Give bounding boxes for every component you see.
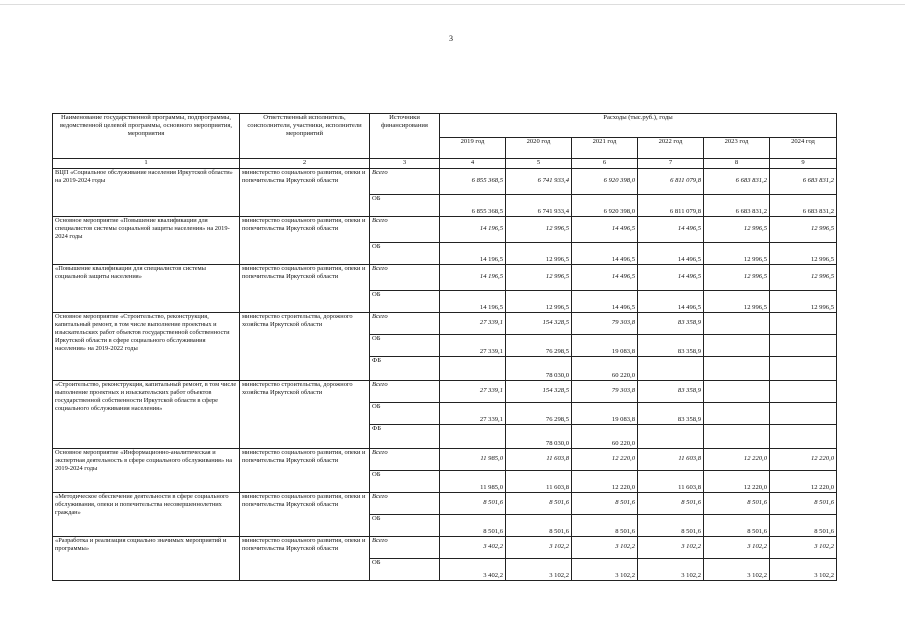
- value-cell: [704, 381, 770, 403]
- header-sources: Источники финансирования: [370, 114, 440, 159]
- value-cell: 11 985,0: [440, 471, 506, 493]
- value-cell: 11 603,8: [638, 449, 704, 471]
- program-name-cell: Основное мероприятие «Строительство, реконструкция, капитальный ремонт, в том числе выполнение проектных и изыскательских работ объектов государственной собственности Иркутской области в сфере социального обслуживания населения» на 2019-2022 годы: [53, 313, 240, 381]
- value-cell: 3 402,2: [440, 537, 506, 559]
- column-number: 3: [370, 159, 440, 169]
- source-cell: ОБ: [370, 559, 440, 581]
- value-cell: 6 683 831,2: [704, 195, 770, 217]
- value-cell: [770, 357, 837, 381]
- source-cell: Всего: [370, 169, 440, 195]
- source-cell: Всего: [370, 381, 440, 403]
- column-number: 2: [240, 159, 370, 169]
- executor-cell: министерство социального развития, опеки и попечительства Иркутской области: [240, 493, 370, 537]
- value-cell: 14 496,5: [638, 291, 704, 313]
- executor-cell: министерство социального развития, опеки и попечительства Иркутской области: [240, 169, 370, 217]
- value-cell: 12 996,5: [770, 217, 837, 243]
- value-cell: 6 920 398,0: [572, 169, 638, 195]
- value-cell: 3 102,2: [572, 559, 638, 581]
- value-cell: 14 196,5: [440, 265, 506, 291]
- value-cell: [704, 313, 770, 335]
- value-cell: [770, 425, 837, 449]
- value-cell: 6 855 368,5: [440, 195, 506, 217]
- value-cell: 3 102,2: [506, 559, 572, 581]
- column-number: 8: [704, 159, 770, 169]
- program-name-cell: «Повышение квалификации для специалистов системы социальной защиты населения»: [53, 265, 240, 313]
- value-cell: 8 501,6: [506, 515, 572, 537]
- source-cell: ОБ: [370, 471, 440, 493]
- source-cell: ОБ: [370, 403, 440, 425]
- value-cell: 14 496,5: [572, 291, 638, 313]
- header-expenses: Расходы (тыс.руб.), годы: [440, 114, 837, 138]
- value-cell: 8 501,6: [638, 515, 704, 537]
- source-cell: ОБ: [370, 243, 440, 265]
- executor-cell: министерство социального развития, опеки и попечительства Иркутской области: [240, 217, 370, 265]
- value-cell: 14 496,5: [638, 265, 704, 291]
- value-cell: 14 196,5: [440, 291, 506, 313]
- column-number: 1: [53, 159, 240, 169]
- value-cell: 79 303,8: [572, 313, 638, 335]
- page-number: 3: [449, 34, 453, 43]
- value-cell: 60 220,0: [572, 425, 638, 449]
- header-program: Наименование государственной программы, подпрограммы, ведомственной целевой программы, основного мероприятия, мероприятия: [53, 114, 240, 159]
- value-cell: 11 603,8: [506, 449, 572, 471]
- value-cell: 6 683 831,2: [770, 169, 837, 195]
- executor-cell: министерство социального развития, опеки и попечительства Иркутской области: [240, 265, 370, 313]
- value-cell: 78 030,0: [506, 425, 572, 449]
- value-cell: 12 996,5: [770, 243, 837, 265]
- source-cell: ФБ: [370, 357, 440, 381]
- table-row: [53, 169, 837, 195]
- program-name-cell: ВЦП «Социальное обслуживание населения Иркутской области» на 2019-2024 годы: [53, 169, 240, 217]
- value-cell: 12 220,0: [704, 449, 770, 471]
- value-cell: 76 298,5: [506, 403, 572, 425]
- value-cell: 12 220,0: [704, 471, 770, 493]
- executor-cell: министерство строительства, дорожного хозяйства Иркутской области: [240, 381, 370, 449]
- source-cell: ФБ: [370, 425, 440, 449]
- program-name-cell: «Методическое обеспечение деятельности в сфере социального обслуживания, опеки и попечительства несовершеннолетних граждан»: [53, 493, 240, 537]
- program-name-cell: «Строительство, реконструкция, капитальный ремонт, в том числе выполнение проектных и изыскательских работ объектов государственной собственности Иркутской области в сфере социального обслуживания населения»: [53, 381, 240, 449]
- value-cell: 12 996,5: [770, 265, 837, 291]
- value-cell: 8 501,6: [638, 493, 704, 515]
- value-cell: 12 996,5: [704, 243, 770, 265]
- value-cell: [770, 313, 837, 335]
- value-cell: 6 855 368,5: [440, 169, 506, 195]
- value-cell: 14 496,5: [638, 243, 704, 265]
- value-cell: 154 328,5: [506, 313, 572, 335]
- table-row: [53, 493, 837, 515]
- value-cell: 8 501,6: [770, 493, 837, 515]
- program-name-cell: Основное мероприятие «Повышение квалификации для специалистов системы социальной защиты населения» на 2019-2024 годы: [53, 217, 240, 265]
- value-cell: 3 402,2: [440, 559, 506, 581]
- value-cell: 6 741 933,4: [506, 195, 572, 217]
- source-cell: ОБ: [370, 335, 440, 357]
- header-year: 2023 год: [704, 137, 770, 158]
- value-cell: 3 102,2: [704, 537, 770, 559]
- value-cell: [770, 335, 837, 357]
- column-number: 5: [506, 159, 572, 169]
- value-cell: 83 358,9: [638, 381, 704, 403]
- header-year: 2022 год: [638, 137, 704, 158]
- source-cell: Всего: [370, 313, 440, 335]
- value-cell: 12 996,5: [704, 291, 770, 313]
- value-cell: 19 083,8: [572, 403, 638, 425]
- header-year: 2020 год: [506, 137, 572, 158]
- value-cell: 6 811 079,8: [638, 169, 704, 195]
- value-cell: 8 501,6: [506, 493, 572, 515]
- table-row: [53, 537, 837, 559]
- column-number: 6: [572, 159, 638, 169]
- value-cell: [704, 425, 770, 449]
- value-cell: 3 102,2: [704, 559, 770, 581]
- value-cell: 12 996,5: [506, 265, 572, 291]
- program-name-cell: Основное мероприятие «Информационно-аналитическая и экспертная деятельность в сфере социального обслуживания» на 2019-2024 годы: [53, 449, 240, 493]
- value-cell: [638, 425, 704, 449]
- source-cell: ОБ: [370, 291, 440, 313]
- program-name-cell: «Разработка и реализация социально значимых мероприятий и программы»: [53, 537, 240, 581]
- table-row: [53, 217, 837, 243]
- value-cell: 27 339,1: [440, 335, 506, 357]
- value-cell: 8 501,6: [572, 493, 638, 515]
- value-cell: 83 358,9: [638, 403, 704, 425]
- value-cell: 76 298,5: [506, 335, 572, 357]
- value-cell: 83 358,9: [638, 313, 704, 335]
- value-cell: 8 501,6: [770, 515, 837, 537]
- value-cell: [770, 381, 837, 403]
- value-cell: 14 196,5: [440, 243, 506, 265]
- table-row: [53, 381, 837, 403]
- value-cell: 12 996,5: [506, 291, 572, 313]
- column-number: 4: [440, 159, 506, 169]
- value-cell: 11 603,8: [506, 471, 572, 493]
- value-cell: 12 220,0: [770, 449, 837, 471]
- column-number: 9: [770, 159, 837, 169]
- table-row: [53, 449, 837, 471]
- source-cell: Всего: [370, 449, 440, 471]
- value-cell: 8 501,6: [572, 515, 638, 537]
- value-cell: 12 996,5: [704, 265, 770, 291]
- source-cell: Всего: [370, 493, 440, 515]
- value-cell: 27 339,1: [440, 313, 506, 335]
- value-cell: 6 683 831,2: [704, 169, 770, 195]
- value-cell: [440, 357, 506, 381]
- executor-cell: министерство социального развития, опеки и попечительства Иркутской области: [240, 537, 370, 581]
- value-cell: 14 496,5: [572, 243, 638, 265]
- value-cell: 12 220,0: [770, 471, 837, 493]
- value-cell: 12 220,0: [572, 471, 638, 493]
- value-cell: 3 102,2: [638, 537, 704, 559]
- value-cell: 3 102,2: [506, 537, 572, 559]
- budget-table: [52, 113, 837, 581]
- value-cell: 12 996,5: [770, 291, 837, 313]
- value-cell: 3 102,2: [572, 537, 638, 559]
- value-cell: 8 501,6: [704, 515, 770, 537]
- source-cell: ОБ: [370, 515, 440, 537]
- value-cell: [704, 335, 770, 357]
- value-cell: 3 102,2: [770, 537, 837, 559]
- value-cell: 12 220,0: [572, 449, 638, 471]
- source-cell: Всего: [370, 217, 440, 243]
- source-cell: ОБ: [370, 195, 440, 217]
- value-cell: 83 358,9: [638, 335, 704, 357]
- value-cell: 11 985,0: [440, 449, 506, 471]
- column-number: 7: [638, 159, 704, 169]
- executor-cell: министерство социального развития, опеки и попечительства Иркутской области: [240, 449, 370, 493]
- value-cell: 154 328,5: [506, 381, 572, 403]
- value-cell: [704, 403, 770, 425]
- value-cell: 14 496,5: [572, 265, 638, 291]
- value-cell: 12 996,5: [506, 243, 572, 265]
- source-cell: Всего: [370, 265, 440, 291]
- value-cell: 79 303,8: [572, 381, 638, 403]
- value-cell: 27 339,1: [440, 381, 506, 403]
- value-cell: 78 030,0: [506, 357, 572, 381]
- value-cell: [704, 357, 770, 381]
- header-year: 2019 год: [440, 137, 506, 158]
- value-cell: 6 920 398,0: [572, 195, 638, 217]
- header-executor: Ответственный исполнитель, соисполнители, участники, исполнители мероприятий: [240, 114, 370, 159]
- value-cell: 19 083,8: [572, 335, 638, 357]
- header-year: 2024 год: [770, 137, 837, 158]
- table-row: [53, 313, 837, 335]
- value-cell: 27 339,1: [440, 403, 506, 425]
- value-cell: [638, 357, 704, 381]
- value-cell: 12 996,5: [704, 217, 770, 243]
- value-cell: 3 102,2: [638, 559, 704, 581]
- value-cell: 12 996,5: [506, 217, 572, 243]
- value-cell: 14 196,5: [440, 217, 506, 243]
- value-cell: 8 501,6: [440, 515, 506, 537]
- value-cell: 3 102,2: [770, 559, 837, 581]
- value-cell: 6 741 933,4: [506, 169, 572, 195]
- value-cell: 60 220,0: [572, 357, 638, 381]
- value-cell: 8 501,6: [704, 493, 770, 515]
- value-cell: 6 683 831,2: [770, 195, 837, 217]
- value-cell: [770, 403, 837, 425]
- value-cell: 8 501,6: [440, 493, 506, 515]
- value-cell: 14 496,5: [572, 217, 638, 243]
- executor-cell: министерство строительства, дорожного хозяйства Иркутской области: [240, 313, 370, 381]
- table-row: [53, 265, 837, 291]
- value-cell: 11 603,8: [638, 471, 704, 493]
- header-year: 2021 год: [572, 137, 638, 158]
- value-cell: 6 811 079,8: [638, 195, 704, 217]
- source-cell: Всего: [370, 537, 440, 559]
- value-cell: 14 496,5: [638, 217, 704, 243]
- value-cell: [440, 425, 506, 449]
